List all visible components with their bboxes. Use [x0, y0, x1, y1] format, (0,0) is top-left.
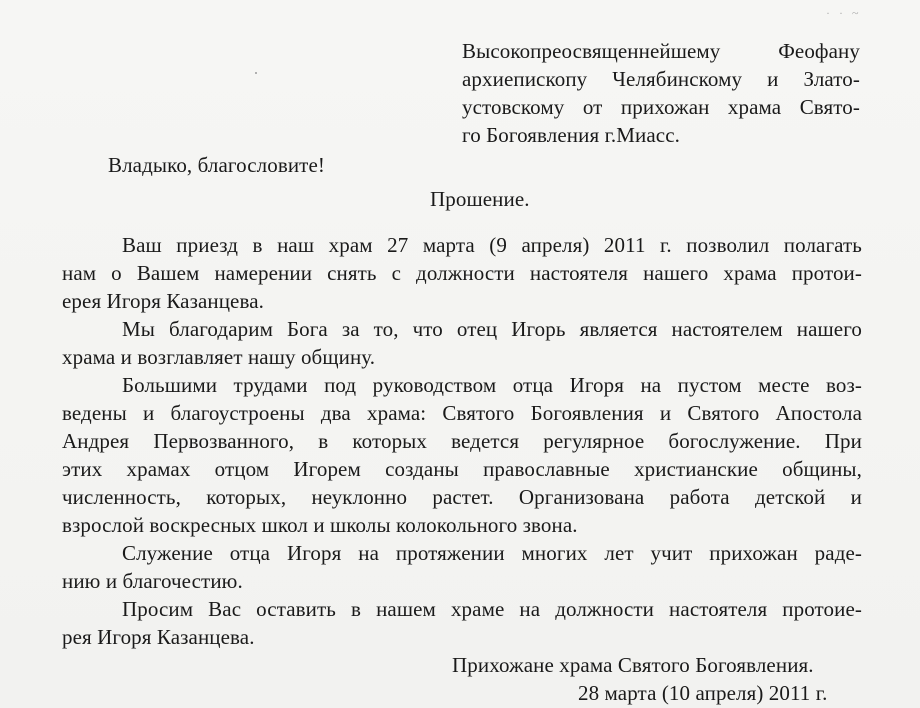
- body-line-12: Служение отца Игоря на протяжении многих лет учит прихожан раде-: [122, 541, 862, 565]
- body-line-13: нию и благочестию.: [62, 569, 243, 593]
- corner-mark: · · ~: [826, 6, 862, 20]
- body-line-14: Просим Вас оставить в нашем храме на должности настоятеля протоие-: [122, 597, 862, 621]
- body-line-2: нам о Вашем намерении снять с должности настоятеля нашего храма протои-: [62, 261, 862, 285]
- body-line-3: ерея Игоря Казанцева.: [62, 289, 264, 313]
- greeting: Владыко, благословите!: [108, 153, 325, 177]
- body-line-1: Ваш приезд в наш храм 27 марта (9 апреля) 2011 г. позволил полагать: [122, 233, 862, 257]
- body-line-15: рея Игоря Казанцева.: [62, 625, 255, 649]
- body-line-10: численность, которых, неуклонно растет. Организована работа детской и: [62, 485, 862, 509]
- body-line-9: этих храмах отцом Игорем созданы православные христианские общины,: [62, 457, 862, 481]
- addressee-line-4: го Богоявления г.Миасс.: [462, 123, 680, 147]
- document-title: Прошение.: [430, 187, 530, 211]
- document-date: 28 марта (10 апреля) 2011 г.: [578, 681, 828, 705]
- body-line-4: Мы благодарим Бога за то, что отец Игорь является настоятелем нашего: [122, 317, 862, 341]
- scan-speck: [255, 72, 257, 74]
- signature: Прихожане храма Святого Богоявления.: [452, 653, 814, 677]
- body-line-5: храма и возглавляет нашу общину.: [62, 345, 376, 369]
- addressee-line-2: архиепископу Челябинскому и Злато-: [462, 67, 860, 91]
- addressee-line-3: устовскому от прихожан храма Свято-: [462, 95, 860, 119]
- body-line-7: ведены и благоустроены два храма: Святого Богоявления и Святого Апостола: [62, 401, 862, 425]
- body-line-8: Андрея Первозванного, в которых ведется регулярное богослужение. При: [62, 429, 862, 453]
- body-line-6: Большими трудами под руководством отца Игоря на пустом месте воз-: [122, 373, 862, 397]
- body-line-11: взрослой воскресных школ и школы колокольного звона.: [62, 513, 578, 537]
- addressee-line-1: Высокопреосвященнейшему Феофану: [462, 39, 860, 63]
